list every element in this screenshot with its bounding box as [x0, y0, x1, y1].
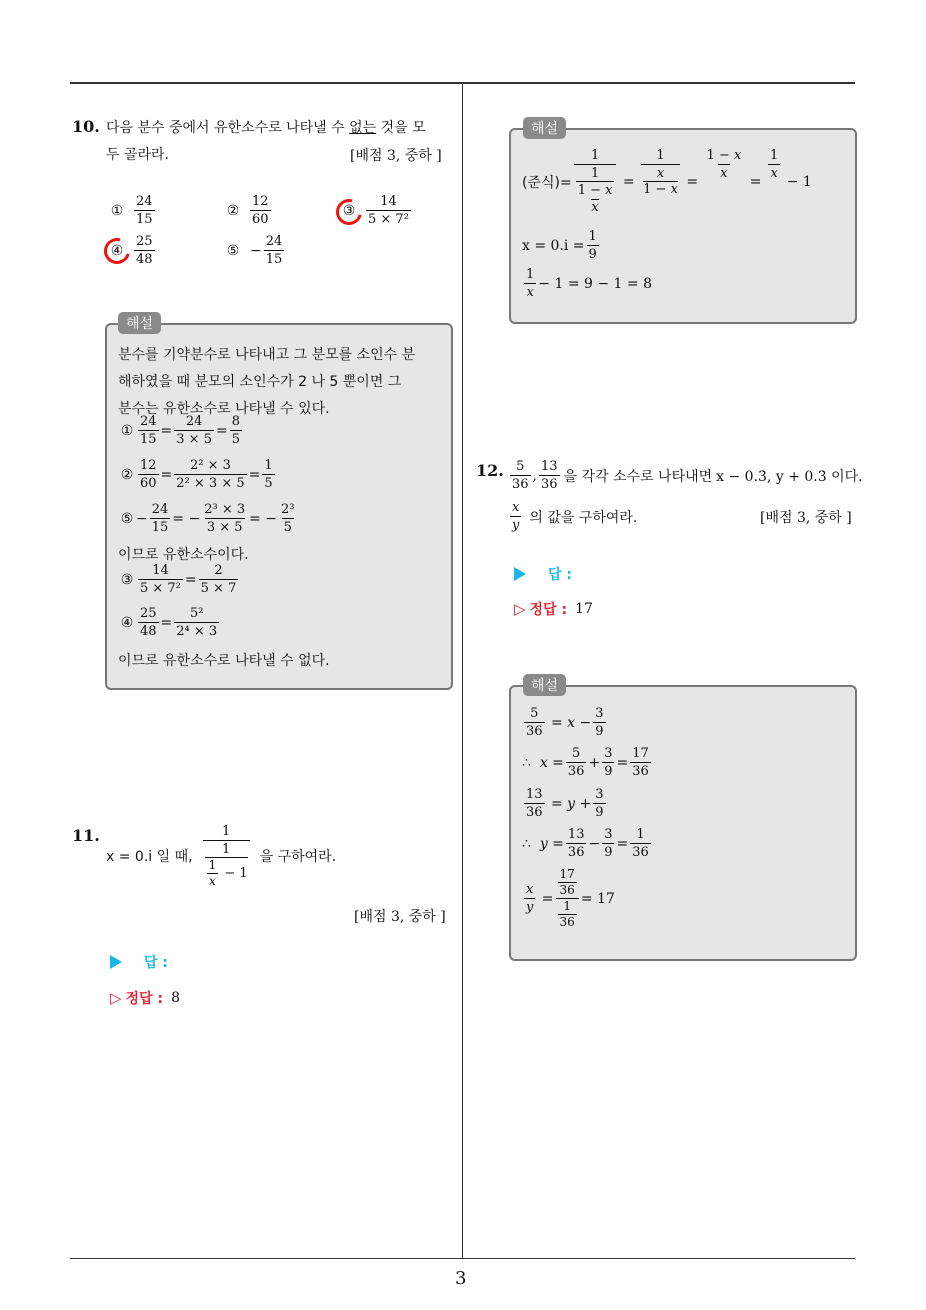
q12-sol-eq3: $\frac{13}{36}$ = y + $\frac{3}{9}$ — [526, 787, 604, 820]
q11-correct-row — [110, 988, 180, 1008]
q11-correct-value: 8 — [171, 990, 180, 1006]
solution-line: 분수는 유한소수로 나타낼 수 있다. — [118, 401, 330, 417]
q12-correct-row — [514, 599, 593, 619]
page-number: 3 — [455, 1268, 467, 1289]
q10-text-a: 다음 분수 중에서 유한소수로 나타낼 수 — [106, 120, 350, 136]
q11-solution-tag: 해설 — [523, 117, 566, 139]
q12-text-b: x − 0.3̇, y + 0.3̇ 이다. — [716, 468, 863, 485]
q10-text-b: 것을 모 — [376, 120, 426, 136]
q10-sol-eq4: ③ $\frac{14}{\text{5 × 7²}}$ = $\frac{2}{5 \times 7}$ — [120, 563, 237, 596]
q11-sol-eq3: $\frac{1}{x}$ − 1 = 9 − 1 = 8 — [526, 267, 652, 300]
q11-expression: 1 1 $\frac{1}{x}$ − 1 — [203, 824, 250, 888]
q12-answer-row[interactable] — [514, 564, 572, 584]
column-divider — [462, 84, 463, 1259]
q12-correct-value: 17 — [575, 601, 593, 617]
q11-meta: [배점 3, 중하 ] — [354, 909, 446, 925]
q10-option-2[interactable] — [224, 194, 273, 227]
q10-sol-eq3: ⑤ − $\frac{24}{15}$ = − $\frac{\text{2³ × 3}}{3 \times 5}$ = − $\frac{\text{2³}}{5}$ — [120, 502, 295, 535]
q11-number: 11. — [72, 826, 100, 845]
option-mark: ② — [226, 202, 240, 219]
q12-sol-eq5: $\frac{x}{y}$ = $\frac{\frac{17}{36}}{\frac{1}{36}}$ = 17 — [526, 867, 615, 929]
q12-sol-eq1: $\frac{5}{36}$ = x − $\frac{3}{9}$ — [526, 706, 604, 739]
option-mark: ④ — [110, 242, 124, 259]
option-mark: ① — [110, 202, 124, 219]
q10-number: 10. — [72, 117, 100, 136]
q12-text-line1: $\frac{5}{36}$ , $\frac{13}{36}$ 을 각각 소수로 나타내면 x − 0.3̇, y + 0.3̇ 이다. — [512, 459, 863, 492]
option-sign: − — [250, 242, 262, 259]
q12-solution-tag: 해설 — [523, 674, 566, 696]
q11-text — [106, 824, 336, 888]
q10-option-1[interactable] — [108, 194, 157, 227]
q10-text-line2: 두 골라라. — [106, 147, 169, 163]
q12-correct-label: 정답 : — [529, 602, 568, 618]
q10-text-line1 — [106, 114, 426, 142]
correct-arrow-icon: ▷ — [110, 989, 122, 1007]
q12-answer-label: 답 : — [548, 567, 572, 583]
option-fraction: $\frac{25}{48}$ — [136, 234, 153, 267]
q10-solution-text — [118, 342, 415, 423]
q10-solution-mid: 이므로 유한소수이다. — [118, 547, 249, 563]
q10-solution-end: 이므로 유한소수로 나타낼 수 없다. — [118, 653, 330, 669]
q12-number: 12. — [476, 461, 504, 480]
option-mark: ⑤ — [226, 242, 240, 259]
q10-sol-eq2: ② $\frac{12}{60}$ = $\frac{\text{2² × 3}}{\text{2² × 3 × 5}}$ = $\frac{1}{5}$ — [120, 458, 273, 491]
option-fraction: $\frac{24}{15}$ — [265, 234, 283, 267]
q11-sol-eq2: x = 0.i = $\frac{1}{9}$ — [522, 229, 597, 262]
q11-sol-x: x = 0.i = — [522, 237, 585, 254]
q12-text-a: 을 각각 소수로 나타내면 — [563, 468, 713, 485]
q10-meta: [배점 3, 중하 ] — [350, 148, 442, 164]
option-fraction: $\frac{14}{\text{5 × 7²}}$ — [368, 194, 409, 227]
q11-correct-label: 정답 : — [125, 991, 164, 1007]
option-fraction: $\frac{24}{15}$ — [136, 194, 153, 227]
q10-text-underline: 없는 — [349, 120, 377, 136]
solution-line: 해하였을 때 분모의 소인수가 2 나 5 뿐이면 그 — [118, 374, 402, 390]
option-mark: ③ — [342, 202, 356, 219]
option-fraction: $\frac{12}{60}$ — [252, 194, 269, 227]
solution-line: 분수를 기약분수로 나타내고 그 분모를 소인수 분 — [118, 347, 416, 363]
answer-arrow-icon — [110, 955, 122, 969]
q11-answer-row[interactable] — [110, 952, 168, 972]
q12-sol-eq4: ∴ y = $\frac{13}{36}$ − $\frac{3}{9}$ = $\frac{1}{36}$ — [522, 827, 649, 860]
q11-text-b: 을 구하여라. — [259, 849, 337, 865]
q10-solution-tag: 해설 — [118, 312, 161, 334]
q11-sol-eq1: (준식)= 1 1 1 − x x = 1 x 1 − x = $\frac{1 - x}{x}$ = $\frac{1}{x}$ − 1 — [522, 148, 812, 215]
q10-sol-eq1: ① $\frac{24}{15}$ = $\frac{24}{3 \times 5}$ = $\frac{8}{5}$ — [120, 414, 240, 447]
q12-text-c: 의 값을 구하여라. — [529, 509, 638, 526]
q10-option-5[interactable] — [224, 234, 286, 267]
q12-sol-eq2: ∴ x = $\frac{5}{36}$ + $\frac{3}{9}$ = $\frac{17}{36}$ — [522, 746, 649, 779]
q12-meta: [배점 3, 중하 ] — [760, 510, 852, 526]
answer-arrow-icon — [514, 567, 526, 581]
q11-answer-label: 답 : — [144, 955, 168, 971]
q11-sol-last: − 1 = 9 − 1 = 8 — [538, 275, 652, 292]
correct-arrow-icon: ▷ — [514, 600, 526, 618]
q10-sol-eq5: ④ $\frac{25}{48}$ = $\frac{\text{5²}}{\text{2⁴ × 3}}$ — [120, 606, 218, 639]
q11-sol-prefix: (준식)= — [522, 174, 572, 191]
q11-text-a: x = 0.i 일 때, — [106, 849, 193, 865]
q12-text-line2: $\frac{x}{y}$ 의 값을 구하여라. — [512, 500, 638, 533]
